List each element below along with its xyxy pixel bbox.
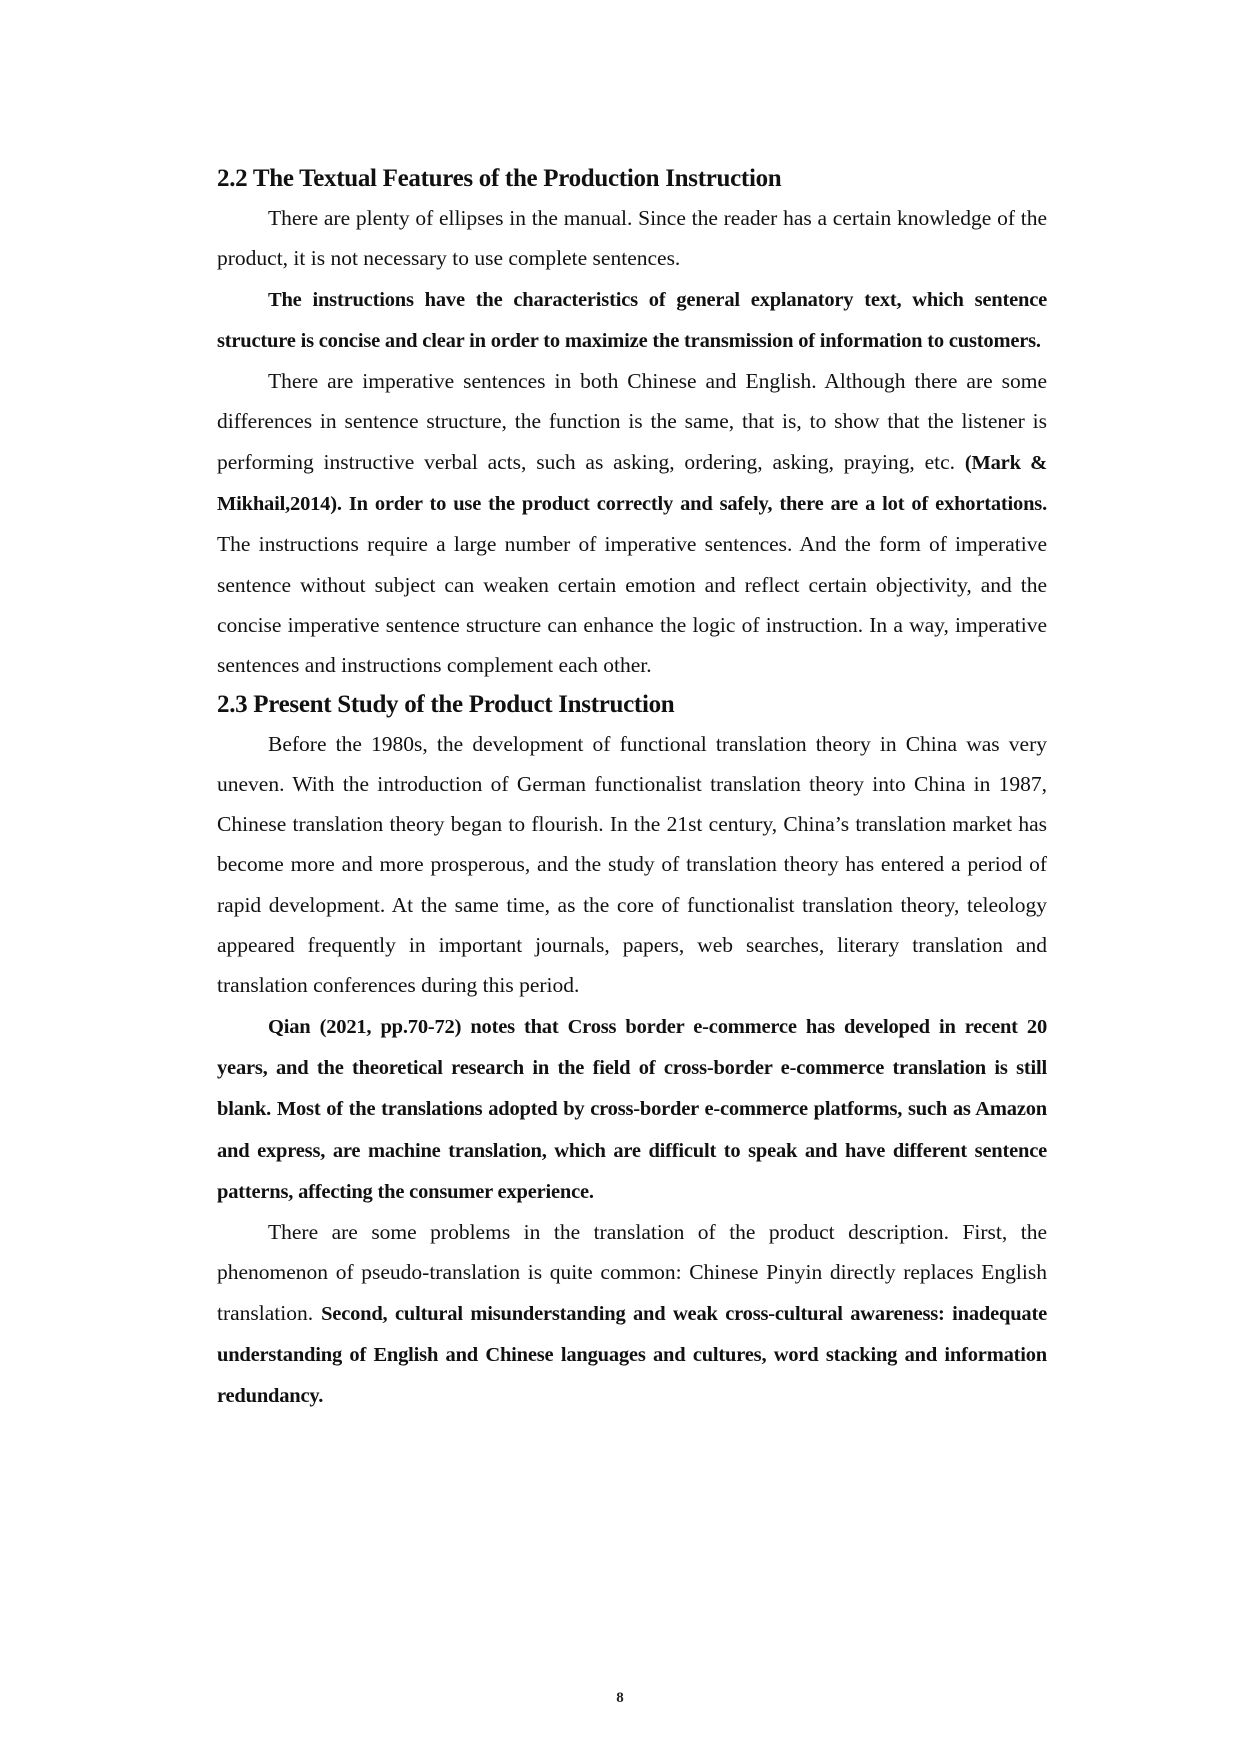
bold-text-span: (Mark & Mikhail,2014). In order to use the product correctly and safely, there are a lot of exhortations. (217, 451, 1047, 516)
body-paragraph (217, 198, 1047, 279)
bold-text-span: The instructions have the characteristics of general explanatory text, which sentence structure is concise and clear in order to maximize the transmission of information to customers. (217, 288, 1047, 352)
section-heading: 2.2 The Textual Features of the Production Instruction (217, 165, 782, 192)
text-span: There are imperative sentences in both Chinese and English. Although there are some differences in sentence structure, the function is the same, that is, to show that the listener is performing instructive verbal acts, such as asking, ordering, asking, praying, etc. (217, 369, 1047, 474)
body-paragraph (217, 724, 1047, 1006)
section-heading: 2.3 Present Study of the Product Instruction (217, 690, 675, 718)
body-paragraph (217, 361, 1047, 685)
body-paragraph (217, 1006, 1047, 1212)
body-paragraph (217, 279, 1047, 362)
page-number: 8 (616, 1690, 624, 1706)
text-span: The instructions require a large number of imperative sentences. And the form of imperative sentence without subject can weaken certain emotion and reflect certain objectivity, and the concise imperative sentence structure can enhance the logic of instruction. In a way, imperative sentences and instructions complement each other. (217, 532, 1047, 678)
page-body (217, 160, 1047, 1417)
body-paragraph (217, 1212, 1047, 1416)
text-span: Before the 1980s, the development of functional translation theory in China was very uneven. With the introduction of German functionalist translation theory into China in 1987, Chinese translation theory began to flourish. In the 21st century, China’s translation market has become more and more prosperous, and the study of translation theory has entered a period of rapid development. At the same time, as the core of functionalist translation theory, teleology appeared frequently in important journals, papers, web searches, literary translation and translation conferences during this period. (217, 731, 1047, 998)
bold-text-span: Second, cultural misunderstanding and weak cross-cultural awareness: inadequate understanding of English and Chinese languages and cultures, word stacking and information redundancy. (217, 1302, 1047, 1408)
bold-text-span: Qian (2021, pp.70-72) notes that Cross border e-commerce has developed in recent 20 years, and the theoretical research in the field of cross-border e-commerce translation is still blank. Most of the translations adopted by cross-border e-commerce platforms, such as Amazon and express, are machine translation, which are difficult to speak and have different sentence patterns, affecting the consumer experience. (217, 1015, 1047, 1203)
text-span: There are plenty of ellipses in the manual. Since the reader has a certain knowledge of the product, it is not necessary to use complete sentences. (217, 206, 1047, 271)
text-span: There are some problems in the translation of the product description. First, the phenomenon of pseudo-translation is quite common: Chinese Pinyin directly replaces English translation. (217, 1220, 1047, 1325)
